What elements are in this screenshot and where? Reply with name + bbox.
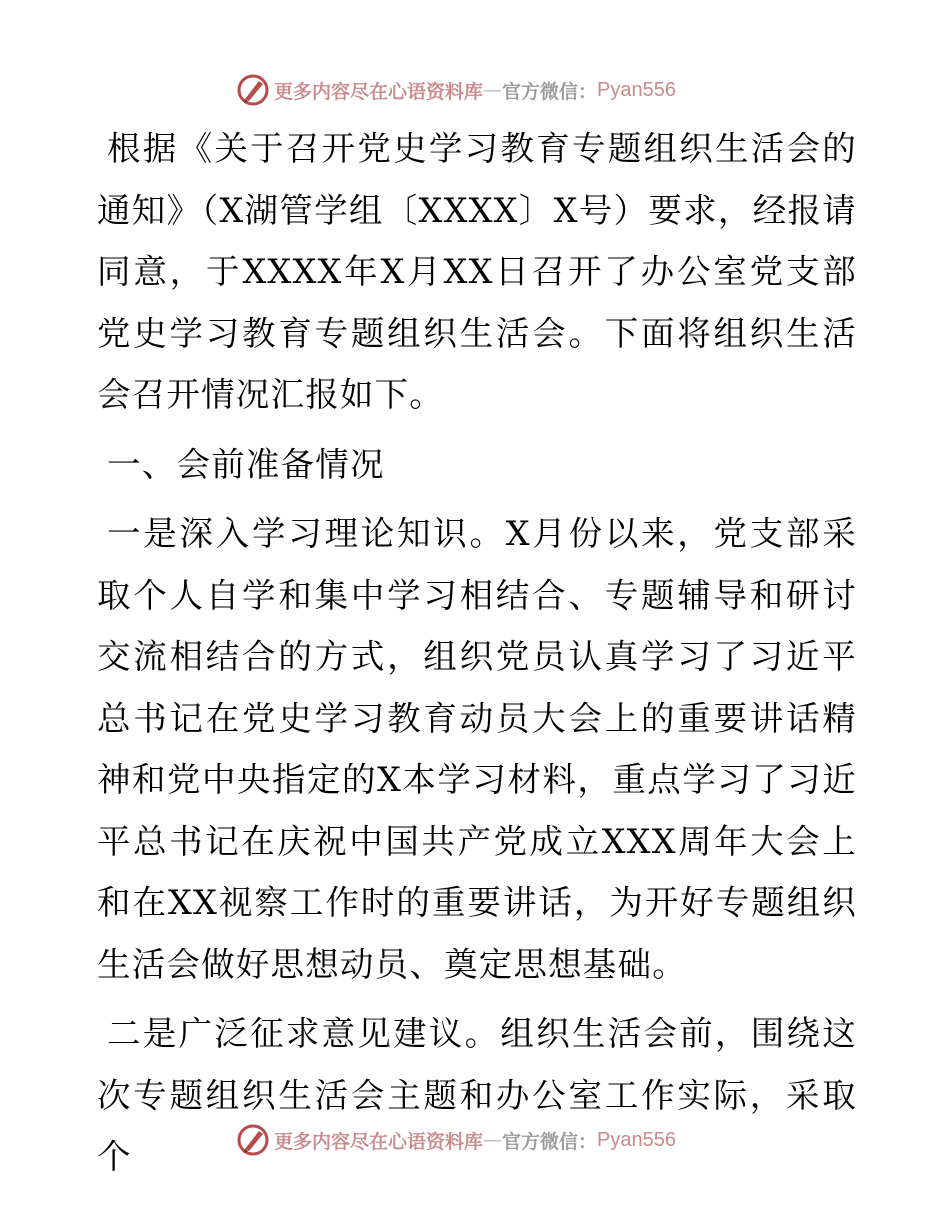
banner-wechat-label: 官方微信： <box>502 1130 598 1153</box>
paragraph-intro: 根据《关于召开党史学习教育专题组织生活会的通知》（X湖管学组〔XXXX〕X号）要求，经报请同意，于XXXX年X月XX日召开了办公室党支部党史学习教育专题组织生活会。下面将组织生活会召开情况汇报如下。 <box>97 129 857 414</box>
banner-wechat-id: Pyan556 <box>597 78 676 101</box>
footer-banner <box>236 1122 676 1158</box>
banner-wechat-label: 官方微信： <box>502 80 598 103</box>
paragraph-theory-study: 一是深入学习理论知识。X月份以来，党支部采取个人自学和集中学习相结合、专题辅导和研讨交流相结合的方式，组织党员认真学习了习近平总书记在党史学习教育动员大会上的重要讲话精神和党中央指定的X本学习材料，重点学习了习近平总书记在庆祝中国共产党成立XXX周年大会上和在XX视察工作时的重要讲话，为开好专题组织生活会做好思想动员、奠定思想基础。 <box>97 514 857 984</box>
header-banner <box>236 72 676 108</box>
banner-wechat-id: Pyan556 <box>597 1128 676 1151</box>
banner-dash: — <box>483 1129 503 1151</box>
banner-dash: — <box>483 79 503 101</box>
section-heading: 一、会前准备情况 <box>107 444 385 484</box>
document-body <box>97 118 857 1188</box>
paragraph-solicit-opinions: 二是广泛征求意见建议。组织生活会前，围绕这次专题组织生活会主题和办公室工作实际，采取个 <box>97 1014 857 1176</box>
pen-circle-logo-icon <box>236 73 270 107</box>
pen-circle-logo-icon <box>236 1123 270 1157</box>
banner-brand-text: 更多内容尽在心语资料库 <box>274 80 484 103</box>
banner-brand-text: 更多内容尽在心语资料库 <box>274 1130 484 1153</box>
